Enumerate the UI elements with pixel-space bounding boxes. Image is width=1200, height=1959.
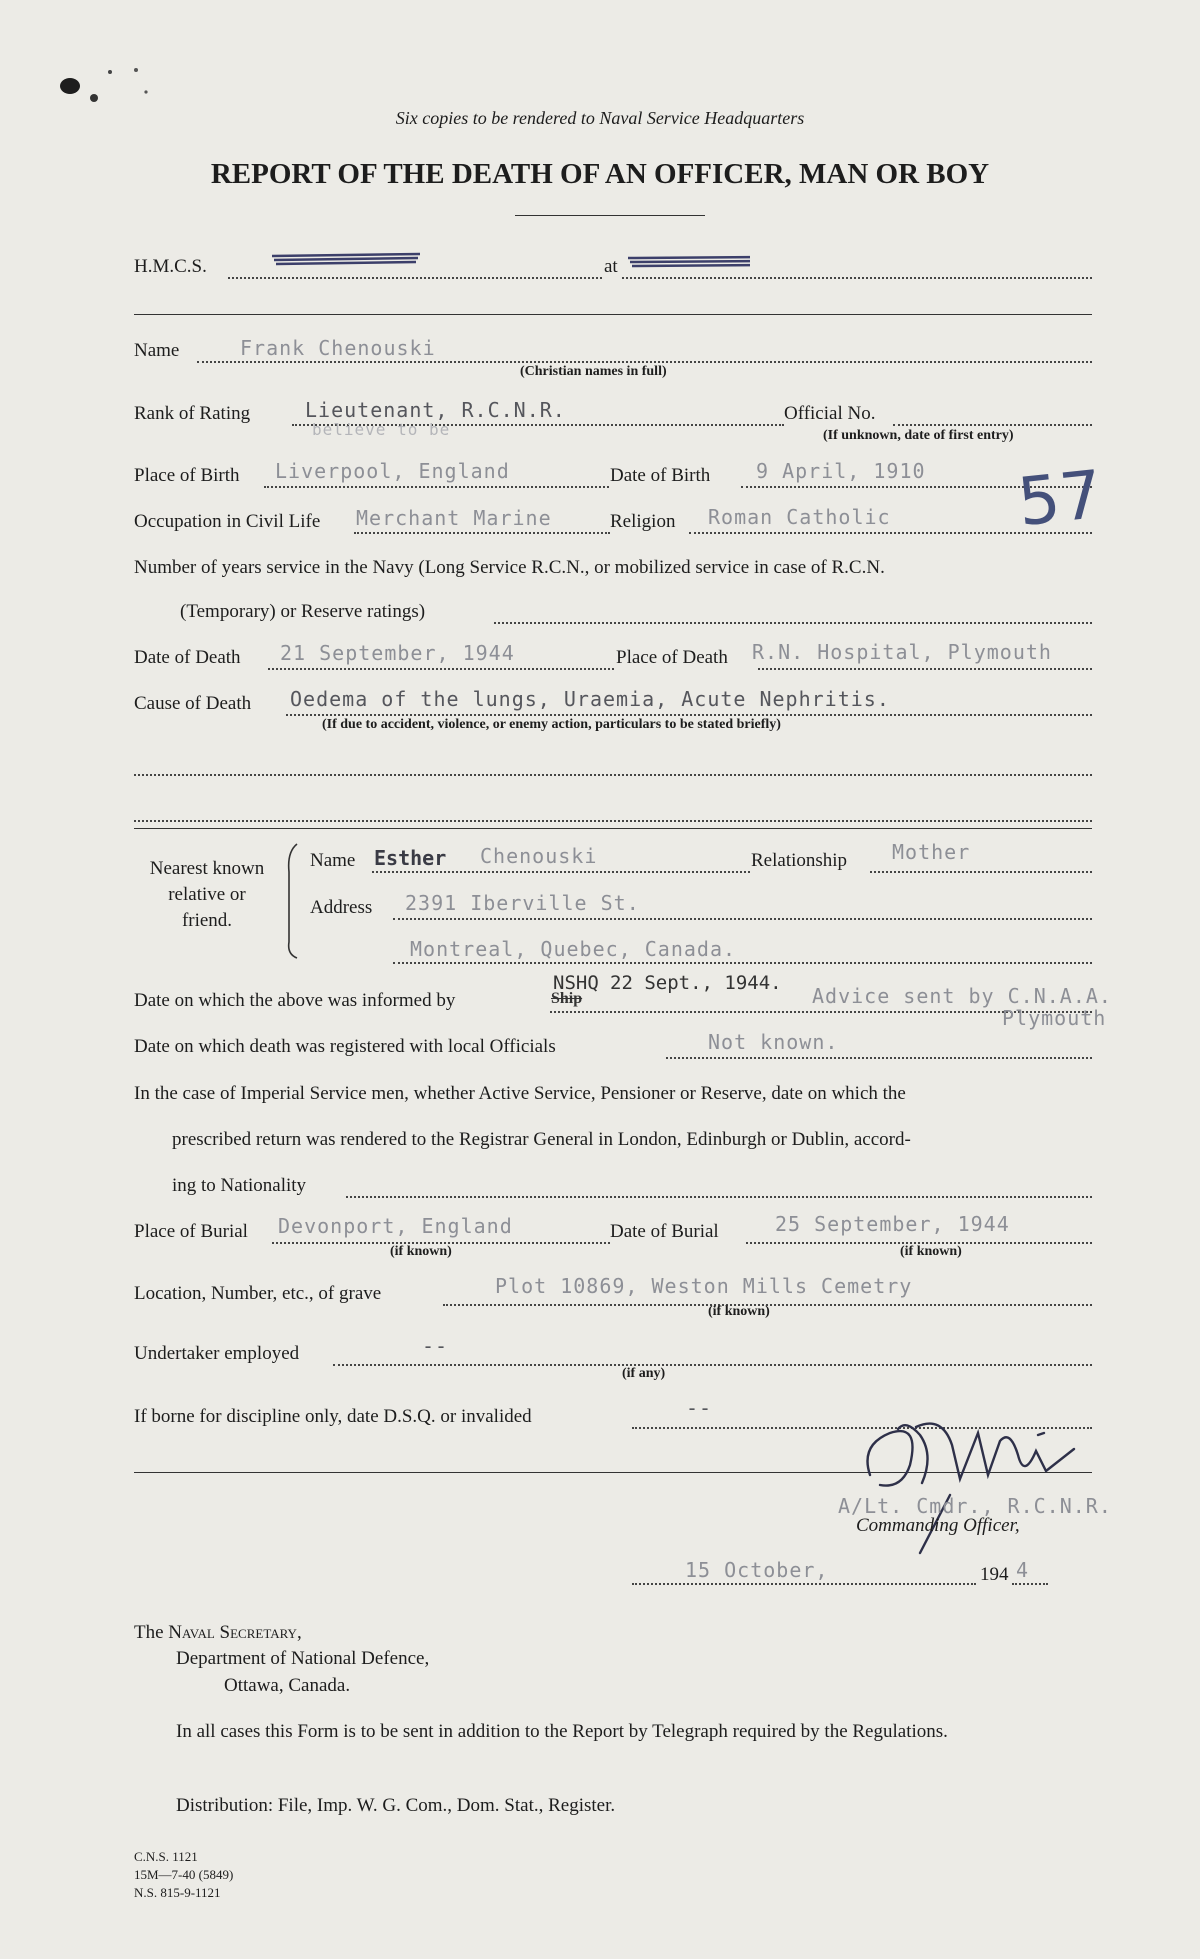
grave-label: Location, Number, etc., of grave [134, 1283, 382, 1304]
address-line-2: Montreal, Quebec, Canada. [410, 937, 737, 961]
cause-extra-dots-2 [134, 820, 1092, 822]
naval-secretary [134, 1622, 302, 1644]
title-underline [515, 215, 705, 216]
undertaker-label: Undertaker employed [134, 1343, 300, 1364]
relative-label-2: relative or [168, 884, 246, 905]
imperial-dots [346, 1196, 1092, 1198]
address-dots-1 [393, 918, 1092, 920]
burial-place-value: Devonport, England [278, 1214, 513, 1238]
burial-date-note: (if known) [900, 1244, 962, 1259]
signature-date: 15 October, [685, 1558, 829, 1582]
grave-note: (if known) [708, 1304, 770, 1319]
religion-value: Roman Catholic [708, 505, 891, 529]
form-code-1: C.N.S. 1121 [134, 1849, 198, 1864]
signature-rank: A/Lt. Cmdr., R.C.N.R. [838, 1494, 1112, 1518]
burial-place-label: Place of Burial [134, 1221, 248, 1242]
undertaker-value: -- [422, 1334, 449, 1358]
signature-date-dots [632, 1583, 976, 1585]
naval-secretary-comma: , [296, 1622, 302, 1643]
divider-top [134, 314, 1092, 315]
dod-dots [268, 668, 614, 670]
at-label: at [604, 256, 618, 277]
informed-struck: Ship [551, 990, 583, 1007]
relationship-label: Relationship [751, 850, 848, 871]
name-note: (Christian names in full) [520, 364, 667, 379]
dob-label: Date of Birth [610, 465, 711, 486]
cause-extra-dots-1 [134, 774, 1092, 776]
relationship-value: Mother [892, 840, 971, 864]
pob-label: Place of Birth [134, 465, 240, 486]
form-code-3: N.S. 815-9-1121 [134, 1885, 221, 1900]
imperial-text-3: ing to Nationality [172, 1175, 307, 1196]
cause-dots [286, 714, 1092, 716]
address-label: Address [310, 897, 373, 918]
occupation-label: Occupation in Civil Life [134, 511, 321, 532]
years-service-dots [494, 622, 1092, 624]
informed-typed: Advice sent by C.N.A.A. [812, 984, 1112, 1008]
registered-value: Not known. [708, 1030, 839, 1054]
imperial-text-2: prescribed return was rendered to the Registrar General in London, Edinburgh or Dublin, accord- [172, 1129, 911, 1150]
official-no-label: Official No. [784, 403, 876, 424]
pod-value: R.N. Hospital, Plymouth [752, 640, 1052, 664]
dod-label: Date of Death [134, 647, 241, 668]
divider-middle [134, 828, 1092, 829]
signature-year-prefix: 194 [980, 1564, 1009, 1585]
informed-typed-2: Plymouth [1002, 1006, 1107, 1030]
rel-name-label: Name [310, 850, 356, 871]
informed-nshq: NSHQ [553, 972, 599, 994]
address-line-1: 2391 Iberville St. [405, 891, 640, 915]
footer-note: In all cases this Form is to be sent in addition to the Report by Telegraph required by the Regulations. [176, 1721, 948, 1742]
signature-year-dots [1012, 1583, 1048, 1585]
relative-label-3: friend. [181, 910, 233, 931]
relative-brace [283, 842, 303, 960]
occupation-dots [354, 532, 610, 534]
religion-label: Religion [610, 511, 676, 532]
hmcs-label: H.M.C.S. [134, 256, 207, 277]
undertaker-note: (if any) [622, 1366, 666, 1381]
registered-label: Date on which death was registered with local Officials [134, 1036, 556, 1057]
signature-year-suffix: 4 [1016, 1558, 1030, 1582]
pob-value: Liverpool, England [275, 459, 510, 483]
official-no-note: (If unknown, date of first entry) [823, 428, 1014, 443]
signature-title: Commanding Officer, [856, 1515, 1020, 1536]
informed-date: 22 Sept., 1944. [610, 972, 782, 994]
pod-label: Place of Death [616, 647, 728, 668]
pencil-annotation: 57 [1014, 455, 1106, 542]
name-value: Frank Chenouski [240, 336, 436, 360]
pod-dots [758, 668, 1092, 670]
naval-secretary-title: Naval Secretary [168, 1622, 297, 1643]
registered-dots [666, 1057, 1092, 1059]
dob-value: 9 April, 1910 [756, 459, 926, 483]
occupation-value: Merchant Marine [356, 506, 552, 530]
rank-value: Lieutenant, R.C.N.R. [305, 398, 566, 422]
burial-date-label: Date of Burial [610, 1221, 719, 1242]
form-code-2: 15M—7-40 (5849) [134, 1867, 234, 1882]
burial-place-note: (if known) [390, 1244, 452, 1259]
header-instruction: Six copies to be rendered to Naval Service Headquarters [395, 108, 805, 128]
rel-name-dots [372, 871, 750, 873]
department-line: Department of National Defence, [176, 1648, 430, 1669]
years-service-label-2: (Temporary) or Reserve ratings) [180, 601, 426, 622]
official-no-dots [893, 424, 1092, 426]
years-service-label-1: Number of years service in the Navy (Long Service R.C.N., or mobilized service in case of R.C.N. [134, 557, 885, 578]
rel-name-value: Chenouski [480, 844, 598, 868]
discipline-value: -- [686, 1396, 713, 1420]
rank-label: Rank of Rating [134, 403, 251, 424]
grave-value: Plot 10869, Weston Mills Cemetry [495, 1274, 913, 1298]
redaction-marks [270, 248, 750, 278]
cause-value: Oedema of the lungs, Uraemia, Acute Nephritis. [290, 687, 890, 711]
name-dots [197, 361, 1092, 363]
address-dots-2 [393, 962, 1092, 964]
punch-hole-marks [50, 62, 160, 112]
relationship-dots [870, 871, 1092, 873]
pob-dots [264, 486, 609, 488]
cause-label: Cause of Death [134, 693, 252, 714]
ottawa-line: Ottawa, Canada. [224, 1675, 351, 1696]
distribution: Distribution: File, Imp. W. G. Com., Dom. Stat., Register. [176, 1795, 616, 1816]
cause-note: (If due to accident, violence, or enemy action, particulars to be stated briefly) [322, 717, 781, 732]
rel-name-first: Esther [374, 846, 447, 870]
undertaker-dots [333, 1364, 1092, 1366]
form-title: REPORT OF THE DEATH OF AN OFFICER, MAN OR BOY [210, 158, 990, 190]
naval-secretary-the: The [134, 1622, 169, 1643]
imperial-text-1: In the case of Imperial Service men, whether Active Service, Pensioner or Reserve, date on which the [134, 1083, 906, 1104]
informed-label: Date on which the above was informed by [134, 990, 456, 1011]
burial-date-value: 25 September, 1944 [775, 1212, 1010, 1236]
relative-label-1: Nearest known [149, 858, 265, 879]
name-label: Name [134, 340, 180, 361]
discipline-label: If borne for discipline only, date D.S.Q. or invalided [134, 1406, 532, 1427]
dod-value: 21 September, 1944 [280, 641, 515, 665]
rank-overtyped: believe to be [312, 420, 451, 439]
